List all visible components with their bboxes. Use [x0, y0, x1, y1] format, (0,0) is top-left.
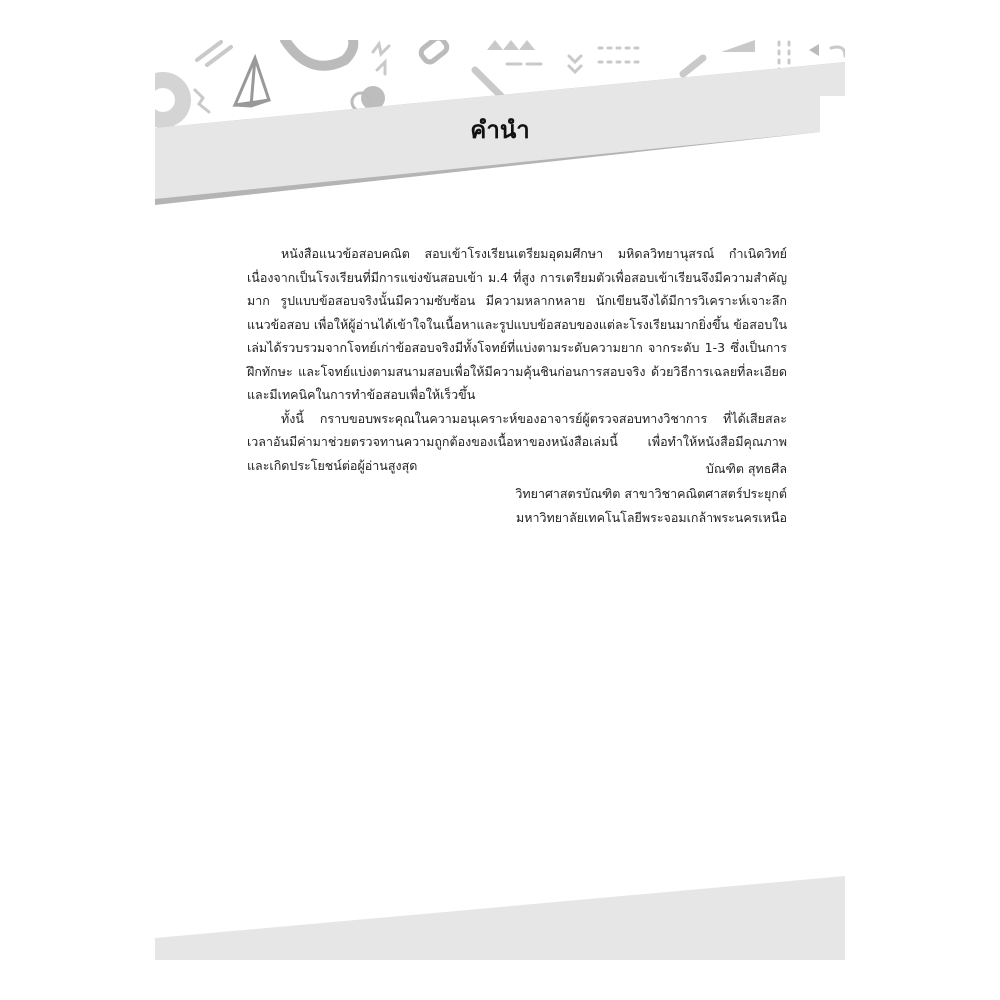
triangle-icon: [721, 40, 755, 52]
author-degree: วิทยาศาสตรบัณฑิต สาขาวิชาคณิตศาสตร์ประยุกต์: [515, 485, 787, 501]
author-university: มหาวิทยาลัยเทคโนโลยีพระจอมเกล้าพระนครเหนือ: [515, 510, 787, 525]
triangle-row-icon: [487, 40, 535, 50]
author-name: บัณฑิต สุทธศีล: [705, 461, 787, 476]
paragraph-1: หนังสือแนวข้อสอบคณิต สอบเข้าโรงเรียนเตรียมอุดมศึกษา มหิดลวิทยานุสรณ์ กำเนิดวิทย์ เนื่องจากเป็นโรงเรียนที่มีการแข่งขันสอบเข้า ม.4 ที่สูง การเตรียมตัวเพื่อสอบเข้าเรียนจึงมีความสำคัญมาก รูปแบบข้อสอบจริงนั้นมีความซับซ้อน มีความหลากหลาย นักเขียนจึงได้มีการวิเคราะห์เจาะลึกแนวข้อสอบ เพื่อให้ผู้อ่านได้เข้าใจในเนื้อหาและรูปแบบข้อสอบของแต่ละโรงเรียนมากยิ่งขึ้น ข้อสอบในเล่มได้รวบรวมจากโจทย์เก่าข้อสอบจริงมีทั้งโจทย์ที่แบ่งตามระดับความยาก จากระดับ 1-3 ซึ่งเป็นการฝึกทักษะ และโจทย์แบ่งตามสนามสอบเพื่อให้มีความคุ้นชินก่อนการสอบจริง ด้วยวิธีการเฉลยที่ละเอียดและมีเทคนิคในการทำข้อสอบเพื่อให้เร็วขึ้น: [247, 246, 787, 402]
eraser-icon: [419, 40, 449, 64]
signature-block: [367, 457, 787, 531]
pyramid-icon: [235, 58, 269, 106]
play-left-icon: [809, 44, 819, 56]
preface-body: [247, 242, 787, 477]
ring-icon: [285, 40, 353, 66]
chevron-down-icon: [569, 56, 581, 62]
bottom-band: [155, 876, 845, 960]
paragraph-2: ทั้งนี้ กราบขอบพระคุณในความอนุเคราะห์ของอาจารย์ผู้ตรวจสอบทางวิชาการ ที่ได้เสียสละเวลาอันมีค่ามาช่วยตรวจทานความถูกต้องของเนื้อหาของหนังสือเล่มนี้ เพื่อทำให้หนังสือมีคุณภาพ และเกิดประโยชน์ต่อผู้อ่านสูงสุด: [247, 410, 787, 473]
document-page: [155, 40, 845, 960]
zigzag-icon-2: [373, 44, 389, 54]
zigzag-icon: [195, 90, 209, 112]
page-title: คำนำ: [470, 116, 530, 144]
pencil-icon-3: [683, 58, 703, 74]
